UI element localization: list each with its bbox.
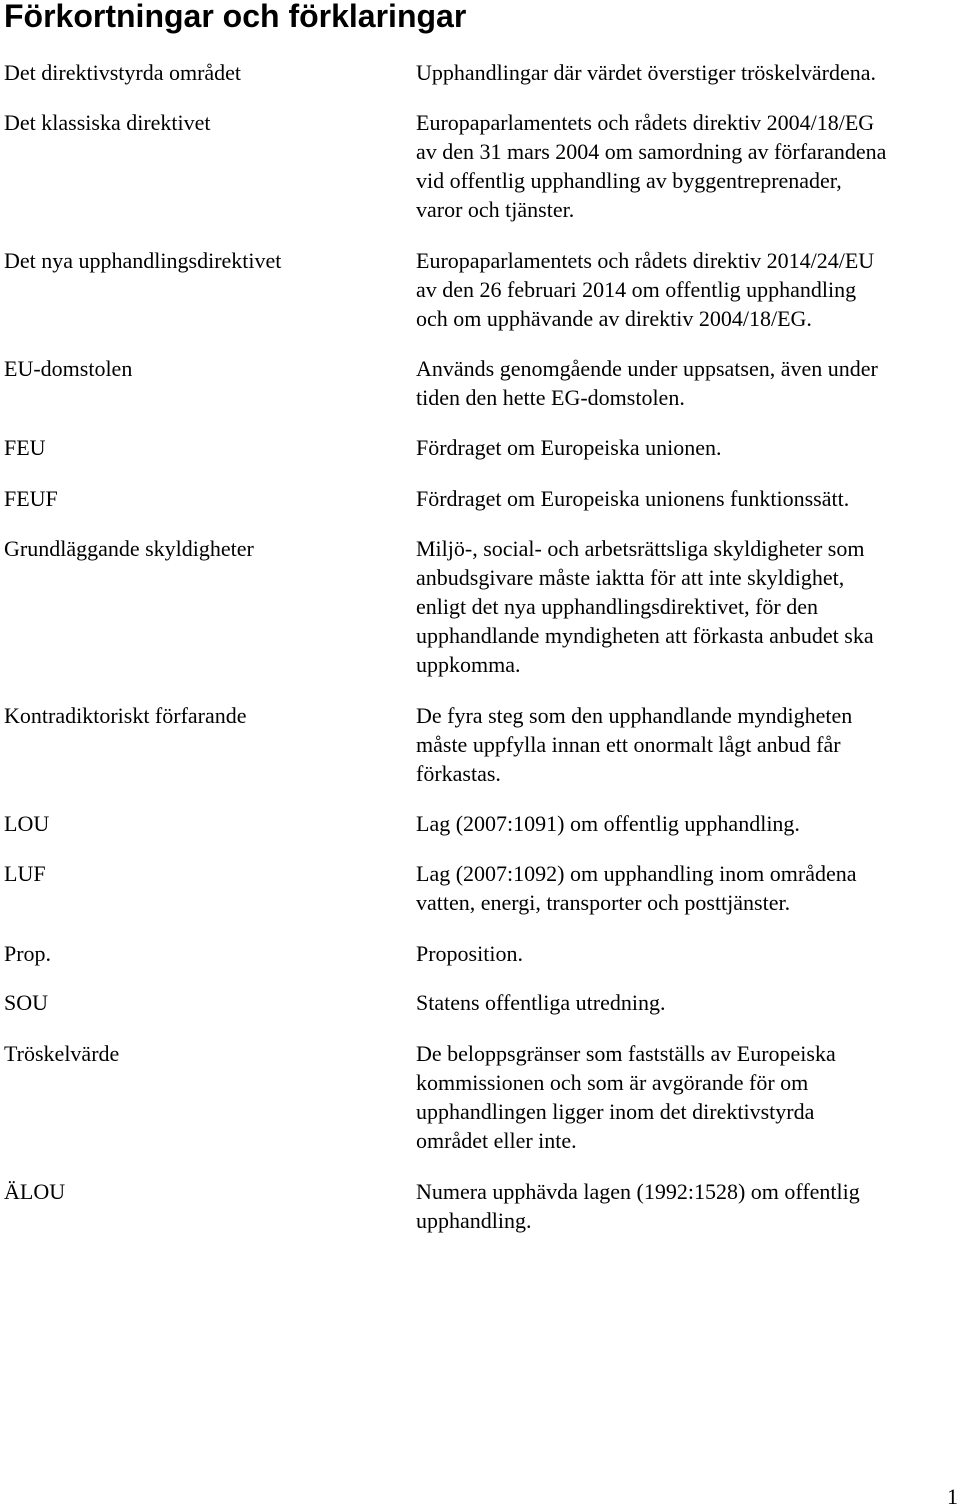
definition-line: tiden den hette EG-domstolen. xyxy=(416,385,685,410)
definition-line: och om upphävande av direktiv 2004/18/EG. xyxy=(416,306,812,331)
definition-line: De beloppsgränser som fastställs av Europeiska xyxy=(416,1041,836,1066)
definition-klassiska-direktivet xyxy=(416,108,956,224)
definition-line: anbudsgivare måste iaktta för att inte skyldighet, xyxy=(416,565,845,590)
definition-line: Proposition. xyxy=(416,941,523,966)
definition-line: Fördraget om Europeiska unionens funktionssätt. xyxy=(416,486,850,511)
definition-line: upphandlande myndigheten att förkasta anbudet ska xyxy=(416,623,874,648)
definition-line: vid offentlig upphandling av byggentreprenader, xyxy=(416,168,842,193)
definition-line: Statens offentliga utredning. xyxy=(416,990,666,1015)
definition-line: Miljö-, social- och arbetsrättsliga skyldigheter som xyxy=(416,536,865,561)
definition-troskelvarde xyxy=(416,1039,956,1155)
term-feuf: FEUF xyxy=(4,486,58,511)
term-kontradiktoriskt-forfarande: Kontradiktoriskt förfarande xyxy=(4,703,247,728)
definition-line: av den 31 mars 2004 om samordning av förfarandena xyxy=(416,139,887,164)
term-direktivstyrda-omradet: Det direktivstyrda området xyxy=(4,60,242,85)
definition-line: enligt det nya upphandlingsdirektivet, för den xyxy=(416,594,819,619)
definition-sou xyxy=(416,988,956,1017)
definition-prop xyxy=(416,939,956,968)
definition-luf xyxy=(416,859,956,917)
page-title: Förkortningar och förklaringar xyxy=(4,0,467,34)
definition-line: vatten, energi, transporter och posttjänster. xyxy=(416,890,791,915)
term-troskelvarde: Tröskelvärde xyxy=(4,1041,120,1066)
term-grundlaggande-skyldigheter: Grundläggande skyldigheter xyxy=(4,536,254,561)
definition-feu xyxy=(416,433,956,462)
definition-line: förkastas. xyxy=(416,761,501,786)
term-lou: LOU xyxy=(4,811,50,836)
definition-eu-domstolen xyxy=(416,354,956,412)
definition-alou xyxy=(416,1177,956,1235)
definition-line: Europaparlamentets och rådets direktiv 2004/18/EG xyxy=(416,110,875,135)
term-sou: SOU xyxy=(4,990,49,1015)
definition-line: uppkomma. xyxy=(416,652,521,677)
definition-line: upphandling. xyxy=(416,1208,532,1233)
definition-line: De fyra steg som den upphandlande myndigheten xyxy=(416,703,853,728)
definition-line: Fördraget om Europeiska unionen. xyxy=(416,435,722,460)
definition-kontradiktoriskt-forfarande xyxy=(416,701,956,788)
term-feu: FEU xyxy=(4,435,46,460)
definition-direktivstyrda-omradet xyxy=(416,58,956,87)
definition-line: varor och tjänster. xyxy=(416,197,575,222)
definition-nya-upphandlingsdirektivet xyxy=(416,246,956,333)
term-luf: LUF xyxy=(4,861,46,886)
definition-lou xyxy=(416,809,956,838)
definition-line: måste uppfylla innan ett onormalt lågt anbud får xyxy=(416,732,841,757)
term-eu-domstolen: EU-domstolen xyxy=(4,356,133,381)
definition-line: området eller inte. xyxy=(416,1128,577,1153)
term-alou: ÄLOU xyxy=(4,1179,66,1204)
definition-line: av den 26 februari 2014 om offentlig upphandling xyxy=(416,277,857,302)
definition-line: upphandlingen ligger inom det direktivstyrda xyxy=(416,1099,815,1124)
definition-line: Europaparlamentets och rådets direktiv 2014/24/EU xyxy=(416,248,875,273)
definition-line: Lag (2007:1091) om offentlig upphandling. xyxy=(416,811,800,836)
definition-line: Upphandlingar där värdet överstiger tröskelvärdena. xyxy=(416,60,876,85)
definition-grundlaggande-skyldigheter xyxy=(416,534,956,679)
definition-feuf xyxy=(416,484,956,513)
term-prop: Prop. xyxy=(4,941,52,966)
definition-line: kommissionen och som är avgörande för om xyxy=(416,1070,809,1095)
term-klassiska-direktivet: Det klassiska direktivet xyxy=(4,110,211,135)
definition-line: Används genomgående under uppsatsen, även under xyxy=(416,356,878,381)
page-number: 1 xyxy=(947,1484,958,1509)
definition-line: Numera upphävda lagen (1992:1528) om offentlig xyxy=(416,1179,860,1204)
definition-line: Lag (2007:1092) om upphandling inom områdena xyxy=(416,861,857,886)
term-nya-upphandlingsdirektivet: Det nya upphandlingsdirektivet xyxy=(4,248,282,273)
